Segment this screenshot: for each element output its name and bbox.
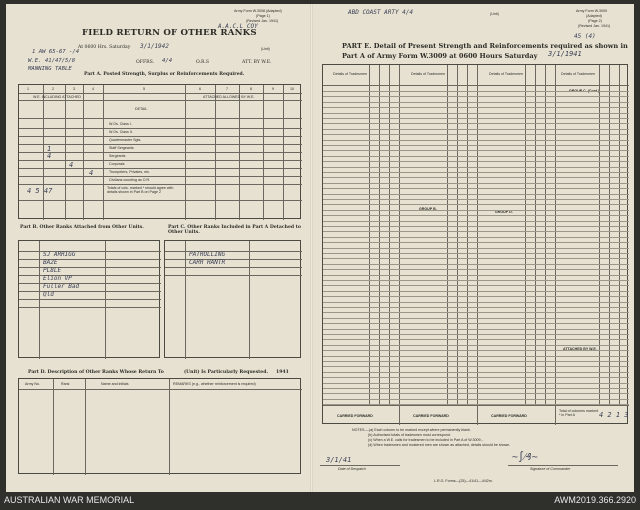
grid-row-rule [323,118,629,119]
left-page [6,4,311,492]
signature-label: Signature of Commander [530,467,571,471]
hw-mark-1: 1 [47,145,52,153]
grid-row-rule [323,91,629,92]
part-b-entry-2: BA2E [43,259,58,266]
grid-row-rule [323,129,629,130]
totals-handwriting: 4 5 47 [27,187,53,195]
document-sheet [6,4,634,492]
part-b-entry-3: PL8LE [43,267,62,274]
col-number-8: 8 [250,87,252,91]
grid-row-rule [323,302,629,303]
group-b-heading: GROUP B. [419,207,437,211]
grid-row-rule [323,242,629,243]
grid-row-rule [323,356,629,357]
page-title: FIELD RETURN OF OTHER RANKS [82,28,257,38]
hours-line: At 0600 Hrs. Saturday [78,45,131,50]
grid-row-rule [323,280,629,281]
grid-row-rule [323,383,629,384]
archive-footer [0,492,640,510]
grid-row-rule [323,231,629,232]
col-group-header-2: Details of Tradesmen [411,72,445,76]
grid-row-rule [323,350,629,351]
grid-row-rule [323,204,629,205]
grid-row-rule [323,177,629,178]
part-d-col-name: Name and initials [101,382,129,386]
row-staff-sergeants: Staff Sergeants [109,146,134,150]
col-group-header-4: Details of Tradesmen [561,72,595,76]
right-form-revised: (Revised Jan. 1941) [578,24,611,28]
carried-forward-2: CARRIED FORWARD [413,414,449,418]
grid-row-rule [323,399,629,400]
row-totals: Totals of cols. marked * should agree with details shown in Part B on Page 2 [107,186,174,194]
grid-row-rule [323,307,629,308]
hw-mark-4: 4 [89,169,94,177]
note-a: NOTES.—(a) Each column to be marked except where permanently blank. [352,428,471,432]
grid-row-rule [323,323,629,324]
col-number-3: 3 [73,87,75,91]
carried-forward-1: CARRIED FORWARD [337,414,373,418]
group-d-heading: GROUP D. [495,210,513,214]
hw-mark-2: 4 [47,152,52,160]
part-e-date-handwriting: 3/1/1941 [548,50,582,58]
grid-row-rule [323,107,629,108]
grid-row-rule [323,296,629,297]
part-d-col-remarks: REMARKS (e.g., whether reinforcement is required) [173,382,256,386]
ors-label: O.R.S [196,60,210,65]
unit-label: (Unit) [261,47,270,51]
handwritten-line-1: 1 AW 65-67 -/4 [32,49,80,55]
form-revised: (Revised Jan. 1941) [246,19,279,23]
grid-row-rule [323,291,629,292]
grid-row-rule [323,188,629,189]
col-number-4: 4 [92,87,94,91]
part-c-entry-1: PATROLLING [189,251,226,258]
grid-row-rule [323,150,629,151]
grid-row-rule [323,404,629,405]
grid-row-rule [323,269,629,270]
part-d-table [18,378,301,474]
grid-row-rule [323,161,629,162]
unit-handwriting: A.A.C.L COY [218,23,258,30]
part-e-title-line1: PART E. Detail of Present Strength and Reinforcements required as shown in [342,42,628,50]
row-civilians: Civilians counting as O.R. [109,178,151,182]
col-number-5: 5 [143,87,145,91]
note-d: (d) When tradesmen and mustered men are shown as attached, details should be shown. [368,443,511,447]
grid-row-rule [323,172,629,173]
col-number-6: 6 [199,87,201,91]
grid-row-rule [323,183,629,184]
part-a-heading: Part A. Posted Strength, Surplus or Reinforcements Required. [84,72,245,77]
row-wo1: W.Os. Class I. [109,122,132,126]
grid-row-rule [323,345,629,346]
grid-row-rule [323,226,629,227]
total-handwriting: 4 2 1 3 [599,411,629,419]
row-privates: Trumpeters, Privates, etc. [109,170,151,174]
row-wo2: W.Os. Class II. [109,130,133,134]
grid-row-rule [323,134,629,135]
row-qms: Quartermaster Sgts. [109,138,142,142]
grid-row-rule [323,113,629,114]
grid-row-rule [323,253,629,254]
part-b-table [18,240,160,358]
attached-heading: ATTACHED BY W.E. [563,347,597,351]
part-b-heading: Part B. Other Ranks Attached from Other Units. [20,225,144,230]
form-page: (Page 1) [256,14,270,18]
archive-name: AUSTRALIAN WAR MEMORIAL [4,495,135,505]
col-number-9: 9 [272,87,274,91]
part-b-entry-5: Fuller Bad [43,283,80,290]
part-e-title-line2: Part A of Army Form W.3009 at 0600 Hours Saturday [342,52,538,60]
grid-row-rule [323,145,629,146]
total-label: Total of columns marked * in Part A [559,409,598,417]
grid-row-rule [323,275,629,276]
grid-row-rule [323,210,629,211]
right-form-adapted: (Adapted) [586,14,602,18]
part-d-date: 1941 [276,370,289,375]
grid-row-rule [323,156,629,157]
part-d-tail: (Unit) Is Particularly Requested. [184,370,269,375]
group-c-heading: GROUP C. (Cont.) [569,89,600,93]
part-b-entry-6: Qld [43,291,54,298]
offrs-label: OFFRS. [136,60,155,65]
grid-row-rule [323,140,629,141]
offrs-handwriting: 4/4 [162,58,173,64]
part-c-table [164,240,301,358]
grid-row-rule [323,123,629,124]
att-label: ATT. BY W.E. [242,60,272,65]
signature: ~∫⁄₰~ [512,452,538,463]
grid-row-rule [323,237,629,238]
grid-row-rule [323,388,629,389]
part-d-col-rank: Rank [61,382,70,386]
form-reference: Army Form W.3008 (Adapted) [234,9,282,13]
carried-forward-3: CARRIED FORWARD [491,414,527,418]
row-corporals: Corporals [109,162,125,166]
grid-row-rule [323,377,629,378]
col-number-10: 10 [290,87,294,91]
grid-row-rule [323,329,629,330]
part-d-heading: Part D. Description of Other Ranks Whose Return To [28,370,164,375]
grid-row-rule [323,102,629,103]
right-form-reference: Army Form W.3009 [576,9,607,13]
printer-line: L.R.G. Forms—(25)—41/41—4/42m. [434,479,493,483]
grid-row-rule [323,285,629,286]
date-of-despatch-label: Date of Despatch [338,467,366,471]
note-c: (c) When a W.E. calls for tradesmen to be included in Part A of W.3009... [368,438,484,442]
handwritten-line-2: W.E. 41/47/5/8 [28,58,76,64]
right-unit-handwriting: ABD COAST ARTY 4/4 [348,9,414,16]
details-header: DETAIL [135,107,148,111]
col-number-1: 1 [27,87,29,91]
dispatch-date-handwriting: 3/1/41 [326,456,352,464]
grid-row-rule [323,167,629,168]
grid-row-rule [323,366,629,367]
handwritten-line-3: MANNING TABLE [28,66,72,72]
row-sergeants: Sergeants [109,154,126,158]
grid-row-rule [323,264,629,265]
grid-row-rule [323,334,629,335]
grid-row-rule [323,312,629,313]
grid-row-rule [323,372,629,373]
part-c-heading: Part C. Other Ranks Included in Part A Detached to Other Units. [168,225,301,235]
part-d-col-army-no: Army No. [25,382,40,386]
part-b-entry-1: SJ ARRIGG [43,251,76,258]
col-group-header-3: Details of Tradesmen [489,72,523,76]
part-e-grid [322,64,628,424]
part-a-table [18,84,301,219]
col-number-7: 7 [226,87,228,91]
grid-row-rule [323,194,629,195]
hw-mark-3: 4 [69,161,74,169]
corner-handwriting: 45 (4) [574,33,596,40]
grid-row-rule [323,318,629,319]
right-form-page: (Page 2) [588,19,602,23]
grid-row-rule [323,258,629,259]
attached-header: ATTACHED ALLOWED BY W.E. [203,95,255,99]
grid-row-rule [323,361,629,362]
we-header: W.E. INCLUDING ATTACHED [33,95,81,99]
grid-row-rule [323,339,629,340]
part-b-entry-4: Elion VP [43,275,72,282]
grid-row-rule [323,96,629,97]
col-group-header-1: Details of Tradesmen [333,72,367,76]
date-handwriting: 3/1/1942 [140,43,169,50]
grid-row-rule [323,248,629,249]
grid-row-rule [323,215,629,216]
part-c-entry-2: CARR HANTR [189,259,226,266]
right-unit-label: (Unit) [490,12,499,16]
grid-row-rule [323,199,629,200]
grid-row-rule [323,221,629,222]
right-page [312,4,634,492]
grid-row-rule [323,393,629,394]
col-number-2: 2 [52,87,54,91]
note-b: (b) Authorised totals of tradesmen must correspond. [368,433,451,437]
archive-accession: AWM2019.366.2920 [554,495,636,505]
